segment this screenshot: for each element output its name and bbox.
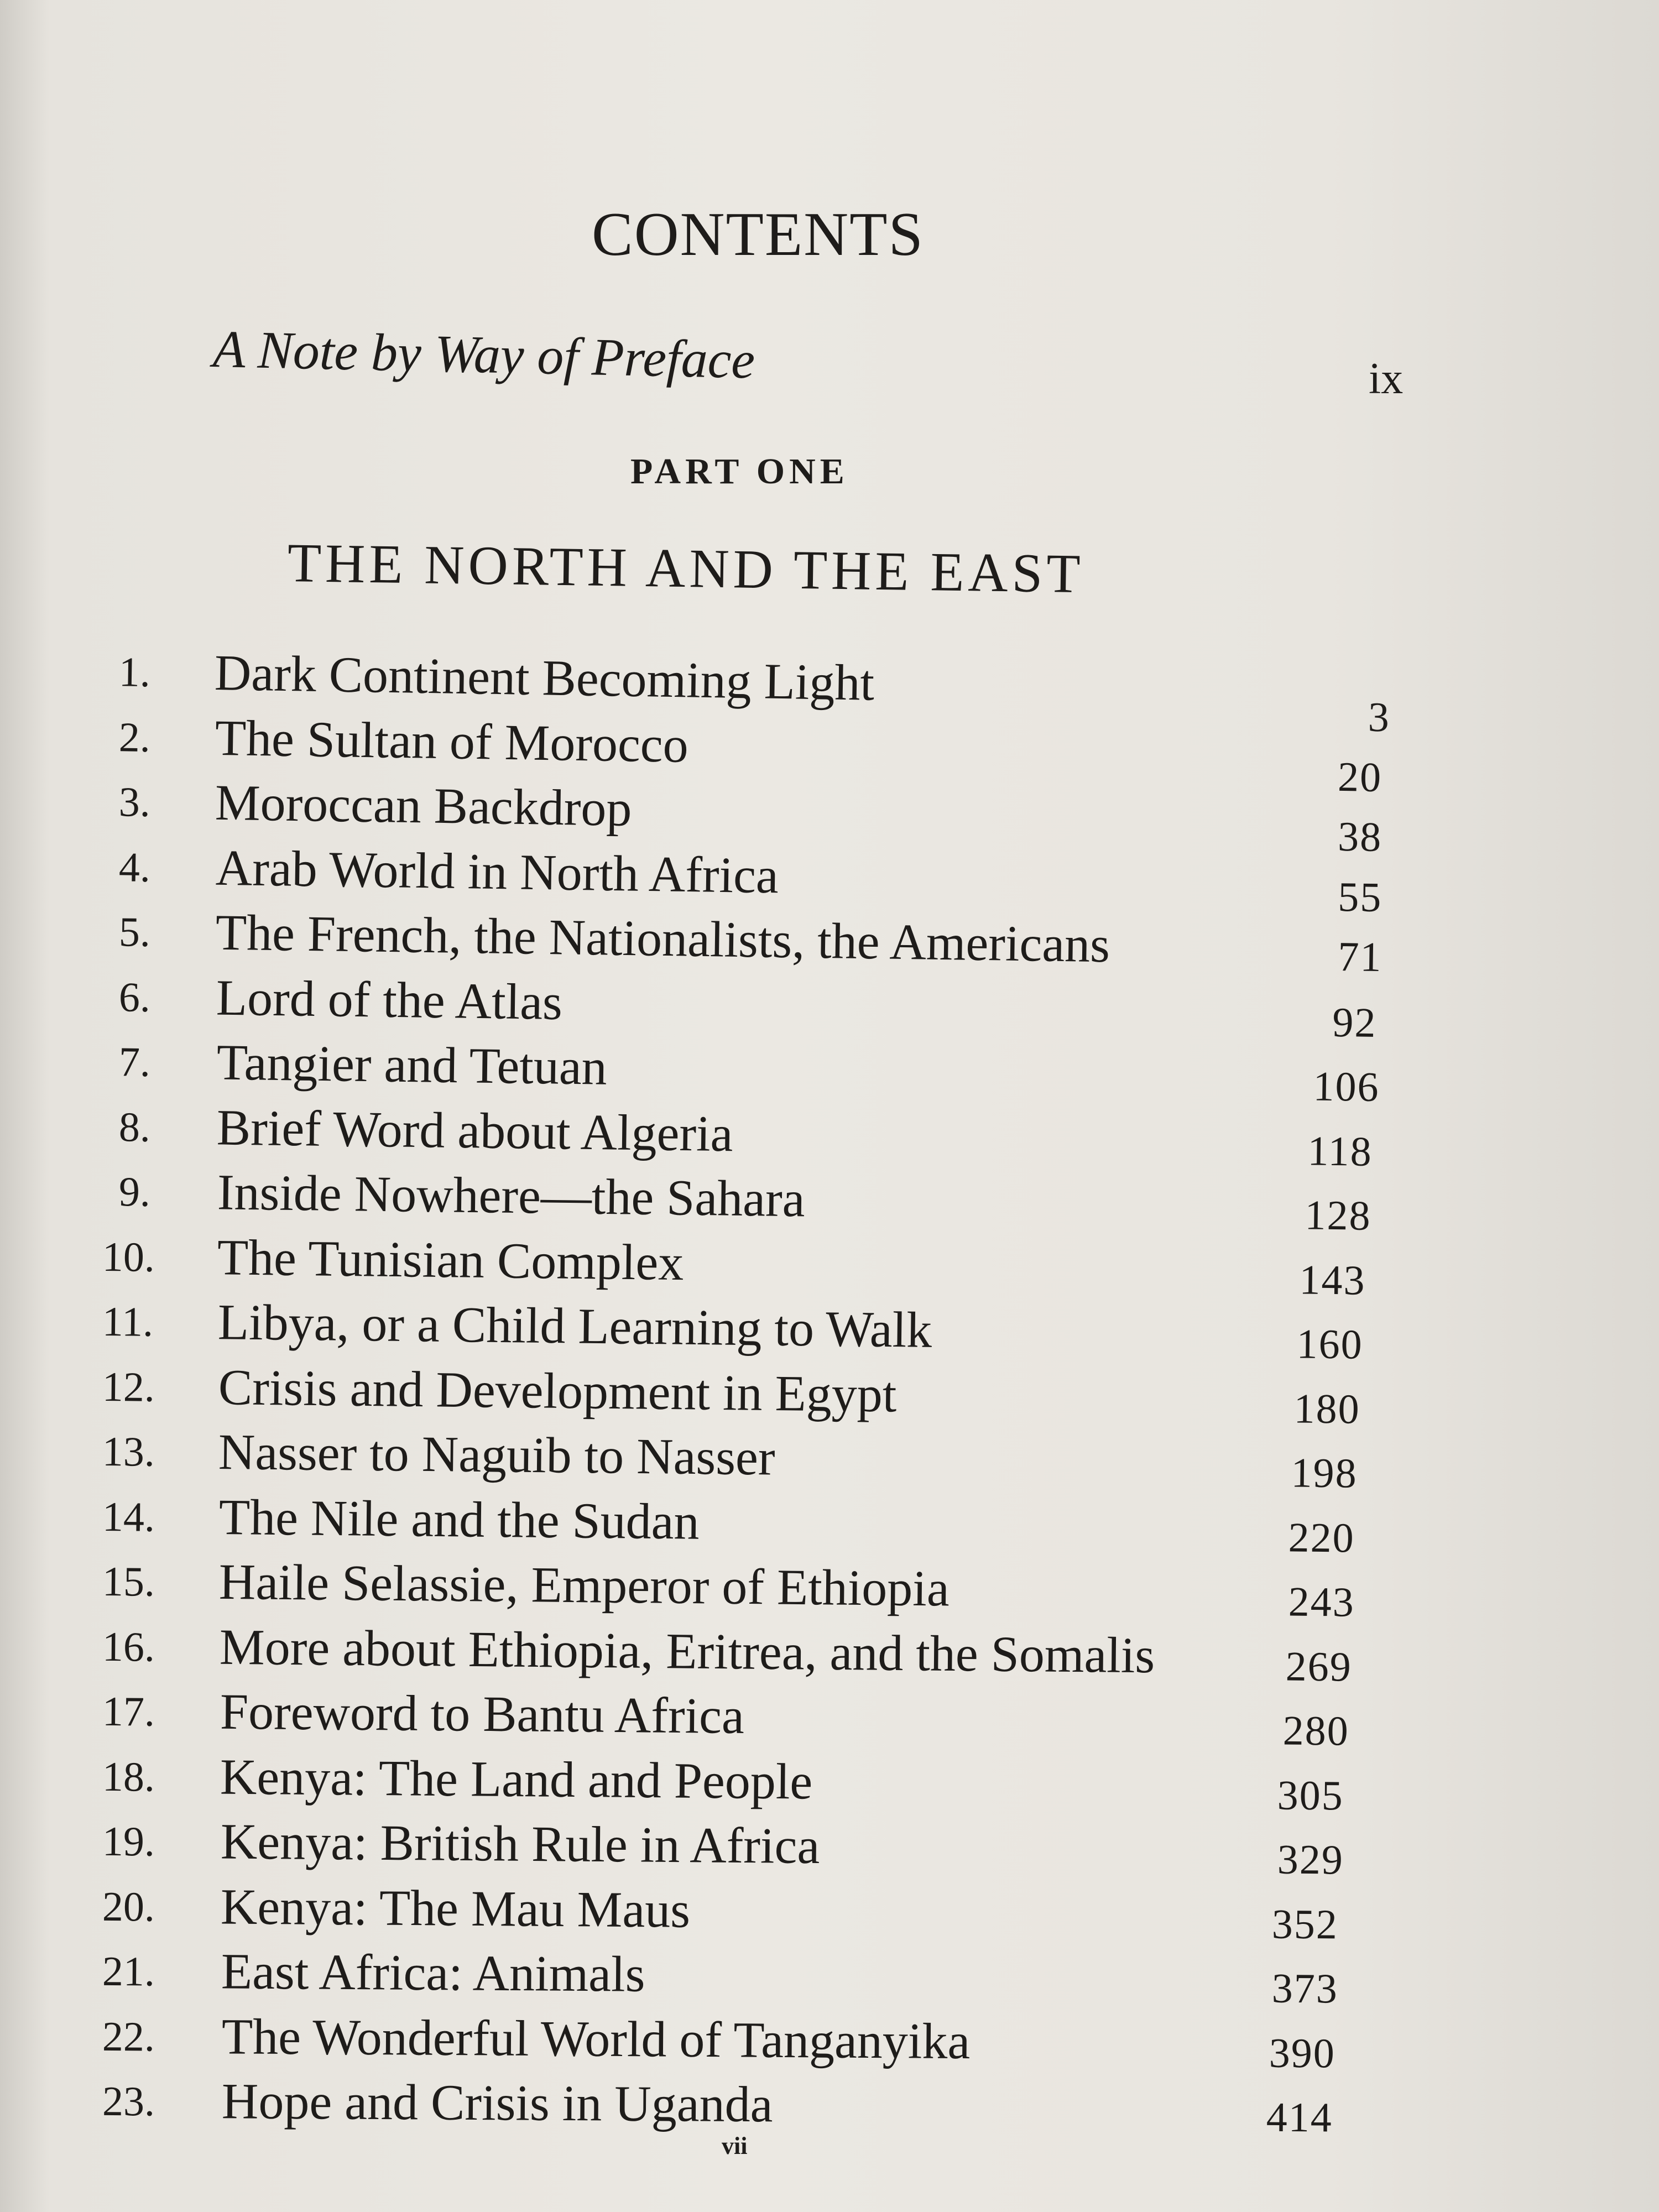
entry-title: Dark Continent Becoming Light xyxy=(214,644,875,711)
entry-number: 14. xyxy=(102,1493,155,1541)
entry-page: 305 xyxy=(1277,1771,1344,1819)
entry-number: 2. xyxy=(118,713,151,761)
entry-title: The Tunisian Complex xyxy=(217,1228,684,1291)
entry-page: 390 xyxy=(1269,2030,1336,2077)
entry-title: Lord of the Atlas xyxy=(216,969,563,1030)
part-title: THE NORTH AND THE EAST xyxy=(287,532,1085,605)
entry-title: Brief Word about Algeria xyxy=(216,1098,734,1162)
toc-entry xyxy=(0,1680,1548,1754)
entry-page: 92 xyxy=(1332,999,1378,1046)
toc-entry xyxy=(0,1875,1548,1948)
entry-page: 143 xyxy=(1299,1256,1366,1304)
entry-title: Haile Selassie, Emperor of Ethiopia xyxy=(218,1553,950,1617)
entry-page: 160 xyxy=(1296,1321,1364,1368)
entry-number: 11. xyxy=(102,1298,154,1345)
entry-number: 22. xyxy=(102,2013,155,2060)
entry-number: 19. xyxy=(102,1818,155,1865)
entry-title: Moroccan Backdrop xyxy=(215,774,633,837)
entry-page: 414 xyxy=(1266,2094,1333,2141)
preface-title: A Note by Way of Preface xyxy=(212,319,756,390)
entry-number: 16. xyxy=(102,1623,155,1671)
entry-number: 7. xyxy=(118,1039,151,1086)
entry-page: 3 xyxy=(1368,693,1391,741)
preface-page-number: ix xyxy=(1369,354,1404,403)
entry-page: 128 xyxy=(1305,1192,1372,1239)
entry-title: Foreword to Bantu Africa xyxy=(220,1683,745,1744)
part-label: PART ONE xyxy=(630,451,849,492)
entry-page: 38 xyxy=(1337,813,1383,861)
entry-title: Libya, or a Child Learning to Walk xyxy=(217,1293,932,1358)
entry-number: 6. xyxy=(118,973,151,1021)
entry-number: 20. xyxy=(102,1883,155,1931)
entry-page: 269 xyxy=(1285,1642,1353,1691)
entry-title: Tangier and Tetuan xyxy=(216,1034,608,1095)
entry-number: 5. xyxy=(118,909,151,956)
entry-title: Inside Nowhere—the Sahara xyxy=(217,1164,806,1228)
contents-heading: CONTENTS xyxy=(592,200,924,269)
entry-number: 17. xyxy=(102,1688,155,1735)
entry-page: 243 xyxy=(1288,1578,1355,1626)
entry-title: The Sultan of Morocco xyxy=(215,709,689,773)
page-folio: vii xyxy=(722,2132,748,2159)
toc-entry xyxy=(0,1810,1548,1883)
entry-page: 352 xyxy=(1271,1901,1339,1948)
entry-number: 8. xyxy=(118,1103,151,1151)
entry-title: Kenya: British Rule in Africa xyxy=(220,1813,820,1875)
entry-title: Hope and Crisis in Uganda xyxy=(221,2073,773,2133)
toc-entry xyxy=(0,2070,1548,2141)
entry-number: 9. xyxy=(118,1168,151,1215)
entry-title: Kenya: The Land and People xyxy=(220,1748,813,1810)
entry-title: The Nile and the Sudan xyxy=(218,1488,700,1550)
entry-page: 198 xyxy=(1291,1449,1358,1497)
entry-title: The French, the Nationalists, the Americans xyxy=(215,904,1110,973)
entry-number: 13. xyxy=(102,1428,155,1475)
entry-page: 180 xyxy=(1293,1385,1361,1433)
toc-entry xyxy=(0,1940,1548,2012)
entry-page: 118 xyxy=(1307,1127,1373,1175)
entry-title: Arab World in North Africa xyxy=(215,839,779,904)
entry-number: 18. xyxy=(102,1753,155,1801)
entry-number: 1. xyxy=(118,649,151,696)
entry-title: Kenya: The Mau Maus xyxy=(220,1877,691,1938)
entry-page: 20 xyxy=(1337,753,1383,801)
entry-page: 71 xyxy=(1337,933,1383,981)
entry-page: 55 xyxy=(1337,873,1383,921)
entry-number: 3. xyxy=(118,779,151,826)
toc-entry xyxy=(0,1745,1548,1819)
entry-number: 21. xyxy=(102,1948,155,1995)
entry-title: East Africa: Animals xyxy=(221,1943,645,2002)
entry-number: 15. xyxy=(102,1558,155,1605)
entry-title: The Wonderful World of Tanganyika xyxy=(221,2007,971,2069)
entry-number: 12. xyxy=(102,1363,155,1411)
entry-page: 106 xyxy=(1312,1063,1380,1111)
entry-page: 373 xyxy=(1271,1965,1339,2012)
entry-page: 220 xyxy=(1288,1514,1355,1562)
show-through-text xyxy=(619,77,629,122)
entry-number: 23. xyxy=(102,2078,155,2125)
entry-page: 280 xyxy=(1282,1707,1350,1755)
entry-title: Crisis and Development in Egypt xyxy=(218,1358,897,1423)
entry-title: Nasser to Naguib to Nasser xyxy=(218,1423,776,1486)
entry-title: More about Ethiopia, Eritrea, and the Somalis xyxy=(219,1618,1155,1683)
toc-entry xyxy=(0,1615,1548,1691)
entry-page: 329 xyxy=(1277,1836,1344,1884)
entry-number: 4. xyxy=(118,843,151,891)
toc-entry xyxy=(0,2005,1548,2076)
entry-number: 10. xyxy=(102,1233,155,1281)
